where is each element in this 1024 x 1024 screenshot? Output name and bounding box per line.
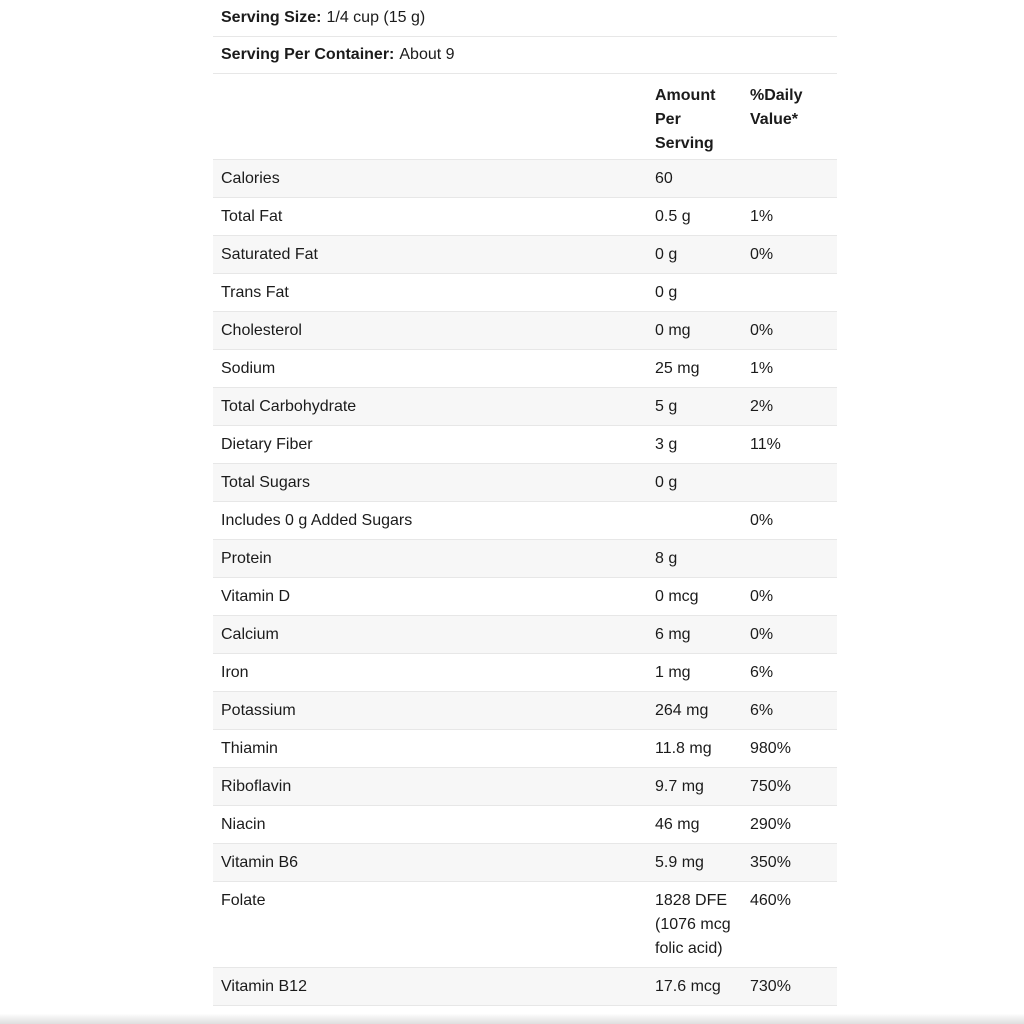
- serving-size-label: Serving Size:: [221, 9, 322, 26]
- daily-value-cell: 0%: [750, 587, 774, 605]
- nutrient-cell: Iron: [221, 663, 249, 681]
- nutrient-cell: Protein: [221, 549, 272, 567]
- table-row: [213, 198, 837, 236]
- nutrient-cell: Vitamin D: [221, 587, 291, 605]
- nutrient-cell: Calcium: [221, 625, 279, 643]
- nutrient-cell: Total Fat: [221, 207, 283, 225]
- amount-cell: 0 g: [655, 245, 678, 263]
- amount-cell: 60: [655, 169, 673, 187]
- table-row: [213, 312, 837, 350]
- nutrient-cell: Vitamin B6: [221, 853, 299, 871]
- nutrient-cell: Total Carbohydrate: [221, 397, 357, 415]
- serving-per-container-value: About 9: [399, 46, 455, 63]
- daily-value-cell: [750, 167, 837, 191]
- nutrient-cell: Cholesterol: [221, 321, 302, 339]
- nutrient-cell: Potassium: [221, 701, 296, 719]
- amount-per-serving-header: Amount Per Serving: [655, 87, 716, 152]
- amount-cell: 17.6 mcg: [655, 977, 721, 995]
- nutrient-cell: Riboflavin: [221, 777, 292, 795]
- serving-size-row: [213, 0, 837, 37]
- table-row: [213, 806, 837, 844]
- nutrition-facts-panel: [213, 0, 837, 1006]
- amount-cell: 3 g: [655, 435, 678, 453]
- daily-value-cell: 290%: [750, 815, 791, 833]
- nutrient-cell: Thiamin: [221, 739, 278, 757]
- table-header-row: [213, 74, 837, 160]
- amount-cell: 0 mcg: [655, 587, 699, 605]
- table-row: [213, 768, 837, 806]
- daily-value-cell: 730%: [750, 977, 791, 995]
- amount-cell: 6 mg: [655, 625, 691, 643]
- daily-value-cell: 6%: [750, 663, 774, 681]
- nutrient-cell: Calories: [221, 169, 280, 187]
- serving-per-container-row: [213, 37, 837, 74]
- table-row: [213, 654, 837, 692]
- amount-cell: [655, 509, 750, 533]
- nutrient-cell: Includes 0 g Added Sugars: [221, 511, 413, 529]
- daily-value-cell: [750, 281, 837, 305]
- daily-value-header-cell: [750, 84, 837, 156]
- amount-header-cell: [655, 84, 750, 156]
- table-row: [213, 968, 837, 1006]
- amount-cell: 9.7 mg: [655, 777, 704, 795]
- amount-cell: 0 g: [655, 473, 678, 491]
- nutrient-cell: Trans Fat: [221, 283, 289, 301]
- daily-value-cell: 2%: [750, 397, 774, 415]
- table-row: [213, 160, 837, 198]
- daily-value-cell: 0%: [750, 321, 774, 339]
- table-row: [213, 730, 837, 768]
- nutrient-header: [213, 84, 655, 156]
- serving-per-container-label: Serving Per Container:: [221, 46, 395, 63]
- table-row: [213, 502, 837, 540]
- table-row: [213, 426, 837, 464]
- nutrient-rows: [213, 160, 837, 1006]
- table-row: [213, 882, 837, 968]
- amount-cell: 5.9 mg: [655, 853, 704, 871]
- daily-value-cell: 980%: [750, 739, 791, 757]
- table-row: [213, 616, 837, 654]
- amount-cell: 0 g: [655, 283, 678, 301]
- amount-cell: 5 g: [655, 397, 678, 415]
- amount-cell: 8 g: [655, 549, 678, 567]
- daily-value-cell: [750, 471, 837, 495]
- daily-value-cell: 6%: [750, 701, 774, 719]
- nutrient-cell: Total Sugars: [221, 473, 310, 491]
- table-row: [213, 388, 837, 426]
- amount-cell: 0 mg: [655, 321, 691, 339]
- table-row: [213, 692, 837, 730]
- serving-size-value: 1/4 cup (15 g): [326, 9, 426, 26]
- daily-value-cell: 460%: [750, 891, 791, 909]
- nutrient-cell: Saturated Fat: [221, 245, 318, 263]
- amount-cell: 0.5 g: [655, 207, 691, 225]
- table-row: [213, 236, 837, 274]
- bottom-scroll-fade: [0, 1014, 1024, 1024]
- nutrient-cell: Folate: [221, 891, 266, 909]
- daily-value-cell: 0%: [750, 245, 774, 263]
- daily-value-cell: [750, 547, 837, 571]
- daily-value-cell: 1%: [750, 359, 774, 377]
- daily-value-cell: 350%: [750, 853, 791, 871]
- daily-value-cell: 750%: [750, 777, 791, 795]
- amount-cell: 11.8 mg: [655, 739, 712, 757]
- table-row: [213, 578, 837, 616]
- table-row: [213, 540, 837, 578]
- nutrient-cell: Dietary Fiber: [221, 435, 313, 453]
- table-row: [213, 274, 837, 312]
- daily-value-cell: 11%: [750, 435, 781, 453]
- amount-cell: 25 mg: [655, 359, 700, 377]
- daily-value-cell: 0%: [750, 511, 774, 529]
- amount-cell: 264 mg: [655, 701, 709, 719]
- nutrient-cell: Niacin: [221, 815, 266, 833]
- daily-value-cell: 1%: [750, 207, 774, 225]
- table-row: [213, 464, 837, 502]
- amount-cell: 1 mg: [655, 663, 691, 681]
- amount-cell: 46 mg: [655, 815, 700, 833]
- nutrient-cell: Vitamin B12: [221, 977, 307, 995]
- table-row: [213, 350, 837, 388]
- amount-cell: 1828 DFE (1076 mcg folic acid): [655, 891, 731, 957]
- daily-value-header: %Daily Value*: [750, 87, 803, 128]
- daily-value-cell: 0%: [750, 625, 774, 643]
- nutrient-cell: Sodium: [221, 359, 276, 377]
- table-row: [213, 844, 837, 882]
